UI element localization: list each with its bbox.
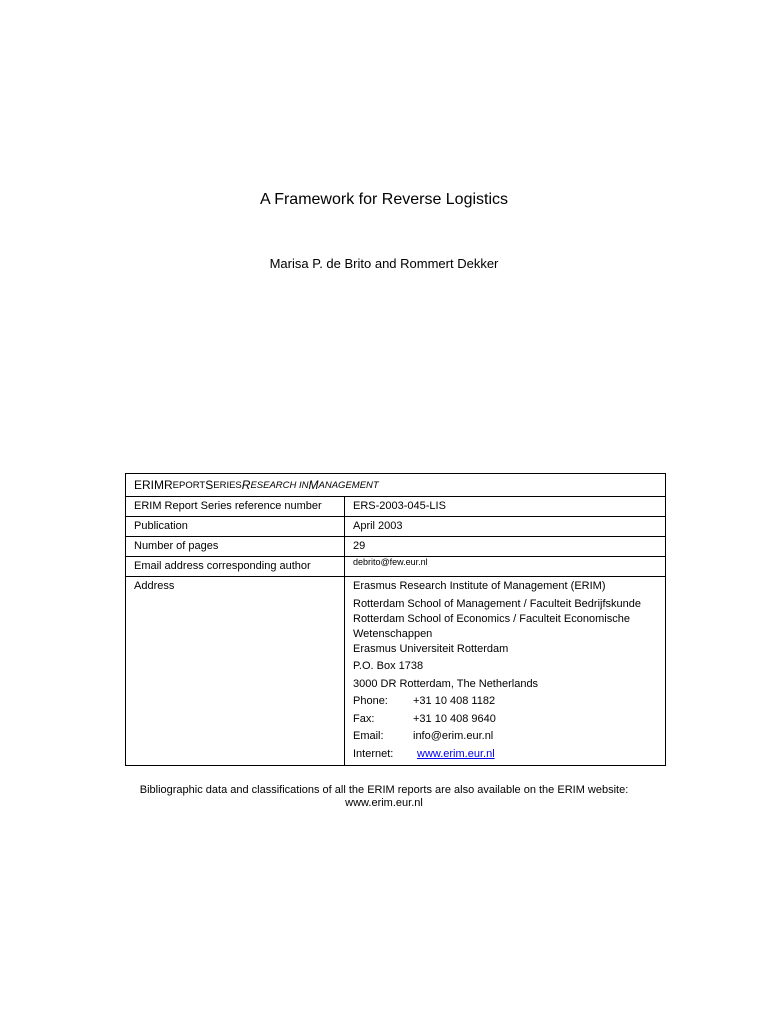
contact-key: Email: bbox=[353, 730, 384, 742]
table-row bbox=[126, 536, 665, 556]
address-line: Wetenschappen bbox=[353, 627, 433, 640]
table-header bbox=[126, 474, 665, 496]
header-part: ESEARCH IN bbox=[250, 479, 309, 491]
table-row bbox=[126, 516, 665, 536]
address-line: Erasmus Research Institute of Management (ERIM) bbox=[353, 580, 606, 592]
address-line: 3000 DR Rotterdam, The Netherlands bbox=[353, 677, 539, 690]
contact-value: info@erim.eur.nl bbox=[413, 730, 494, 742]
header-part: R bbox=[164, 478, 173, 492]
table-row bbox=[126, 496, 665, 516]
row-value: ERS-2003-045-LIS bbox=[353, 500, 446, 512]
address-line: Rotterdam School of Management / Faculteit Bedrijfskunde bbox=[353, 597, 641, 610]
erim-website-link[interactable]: www.erim.eur.nl bbox=[417, 747, 495, 760]
header-part: R bbox=[241, 478, 251, 492]
address-row bbox=[126, 576, 665, 765]
row-label: Publication bbox=[126, 517, 345, 536]
header-part: ERIM bbox=[134, 478, 164, 492]
row-value: April 2003 bbox=[353, 520, 403, 532]
address-line: Rotterdam School of Economics / Faculteit Economische bbox=[353, 612, 630, 625]
report-info-table bbox=[125, 473, 666, 766]
footer-note bbox=[0, 784, 768, 810]
contact-email bbox=[353, 729, 657, 744]
address-block bbox=[345, 577, 665, 765]
contact-value: +31 10 408 1182 bbox=[413, 695, 496, 707]
row-label: ERIM Report Series reference number bbox=[126, 497, 345, 516]
contact-key: Fax: bbox=[353, 712, 375, 725]
footer-website: www.erim.eur.nl bbox=[345, 797, 423, 809]
corresponding-email: debrito@few.eur.nl bbox=[353, 557, 428, 567]
header-part: ANAGEMENT bbox=[318, 479, 379, 491]
contact-fax bbox=[353, 712, 657, 727]
footer-line: Bibliographic data and classifications of all the ERIM reports are also available on the ERIM website: bbox=[139, 784, 629, 796]
address-label: Address bbox=[126, 577, 345, 765]
contact-phone bbox=[353, 694, 657, 709]
document-title: A Framework for Reverse Logistics bbox=[259, 191, 509, 208]
address-line: Erasmus Universiteit Rotterdam bbox=[353, 642, 509, 655]
address-line: P.O. Box 1738 bbox=[353, 660, 424, 672]
contact-key: Phone: bbox=[353, 695, 388, 707]
row-label: Email address corresponding author bbox=[126, 557, 345, 576]
table-row bbox=[126, 556, 665, 576]
row-label: Number of pages bbox=[126, 537, 345, 556]
header-part: S bbox=[205, 478, 214, 492]
header-part: M bbox=[308, 478, 319, 492]
contact-value: +31 10 408 9640 bbox=[413, 712, 496, 725]
header-part: ERIES bbox=[213, 479, 242, 491]
contact-key: Internet: bbox=[353, 747, 394, 760]
contact-internet bbox=[353, 747, 657, 762]
row-value: 29 bbox=[353, 540, 366, 552]
authors: Marisa P. de Brito and Rommert Dekker bbox=[269, 256, 499, 271]
header-part: EPORT bbox=[172, 479, 206, 491]
